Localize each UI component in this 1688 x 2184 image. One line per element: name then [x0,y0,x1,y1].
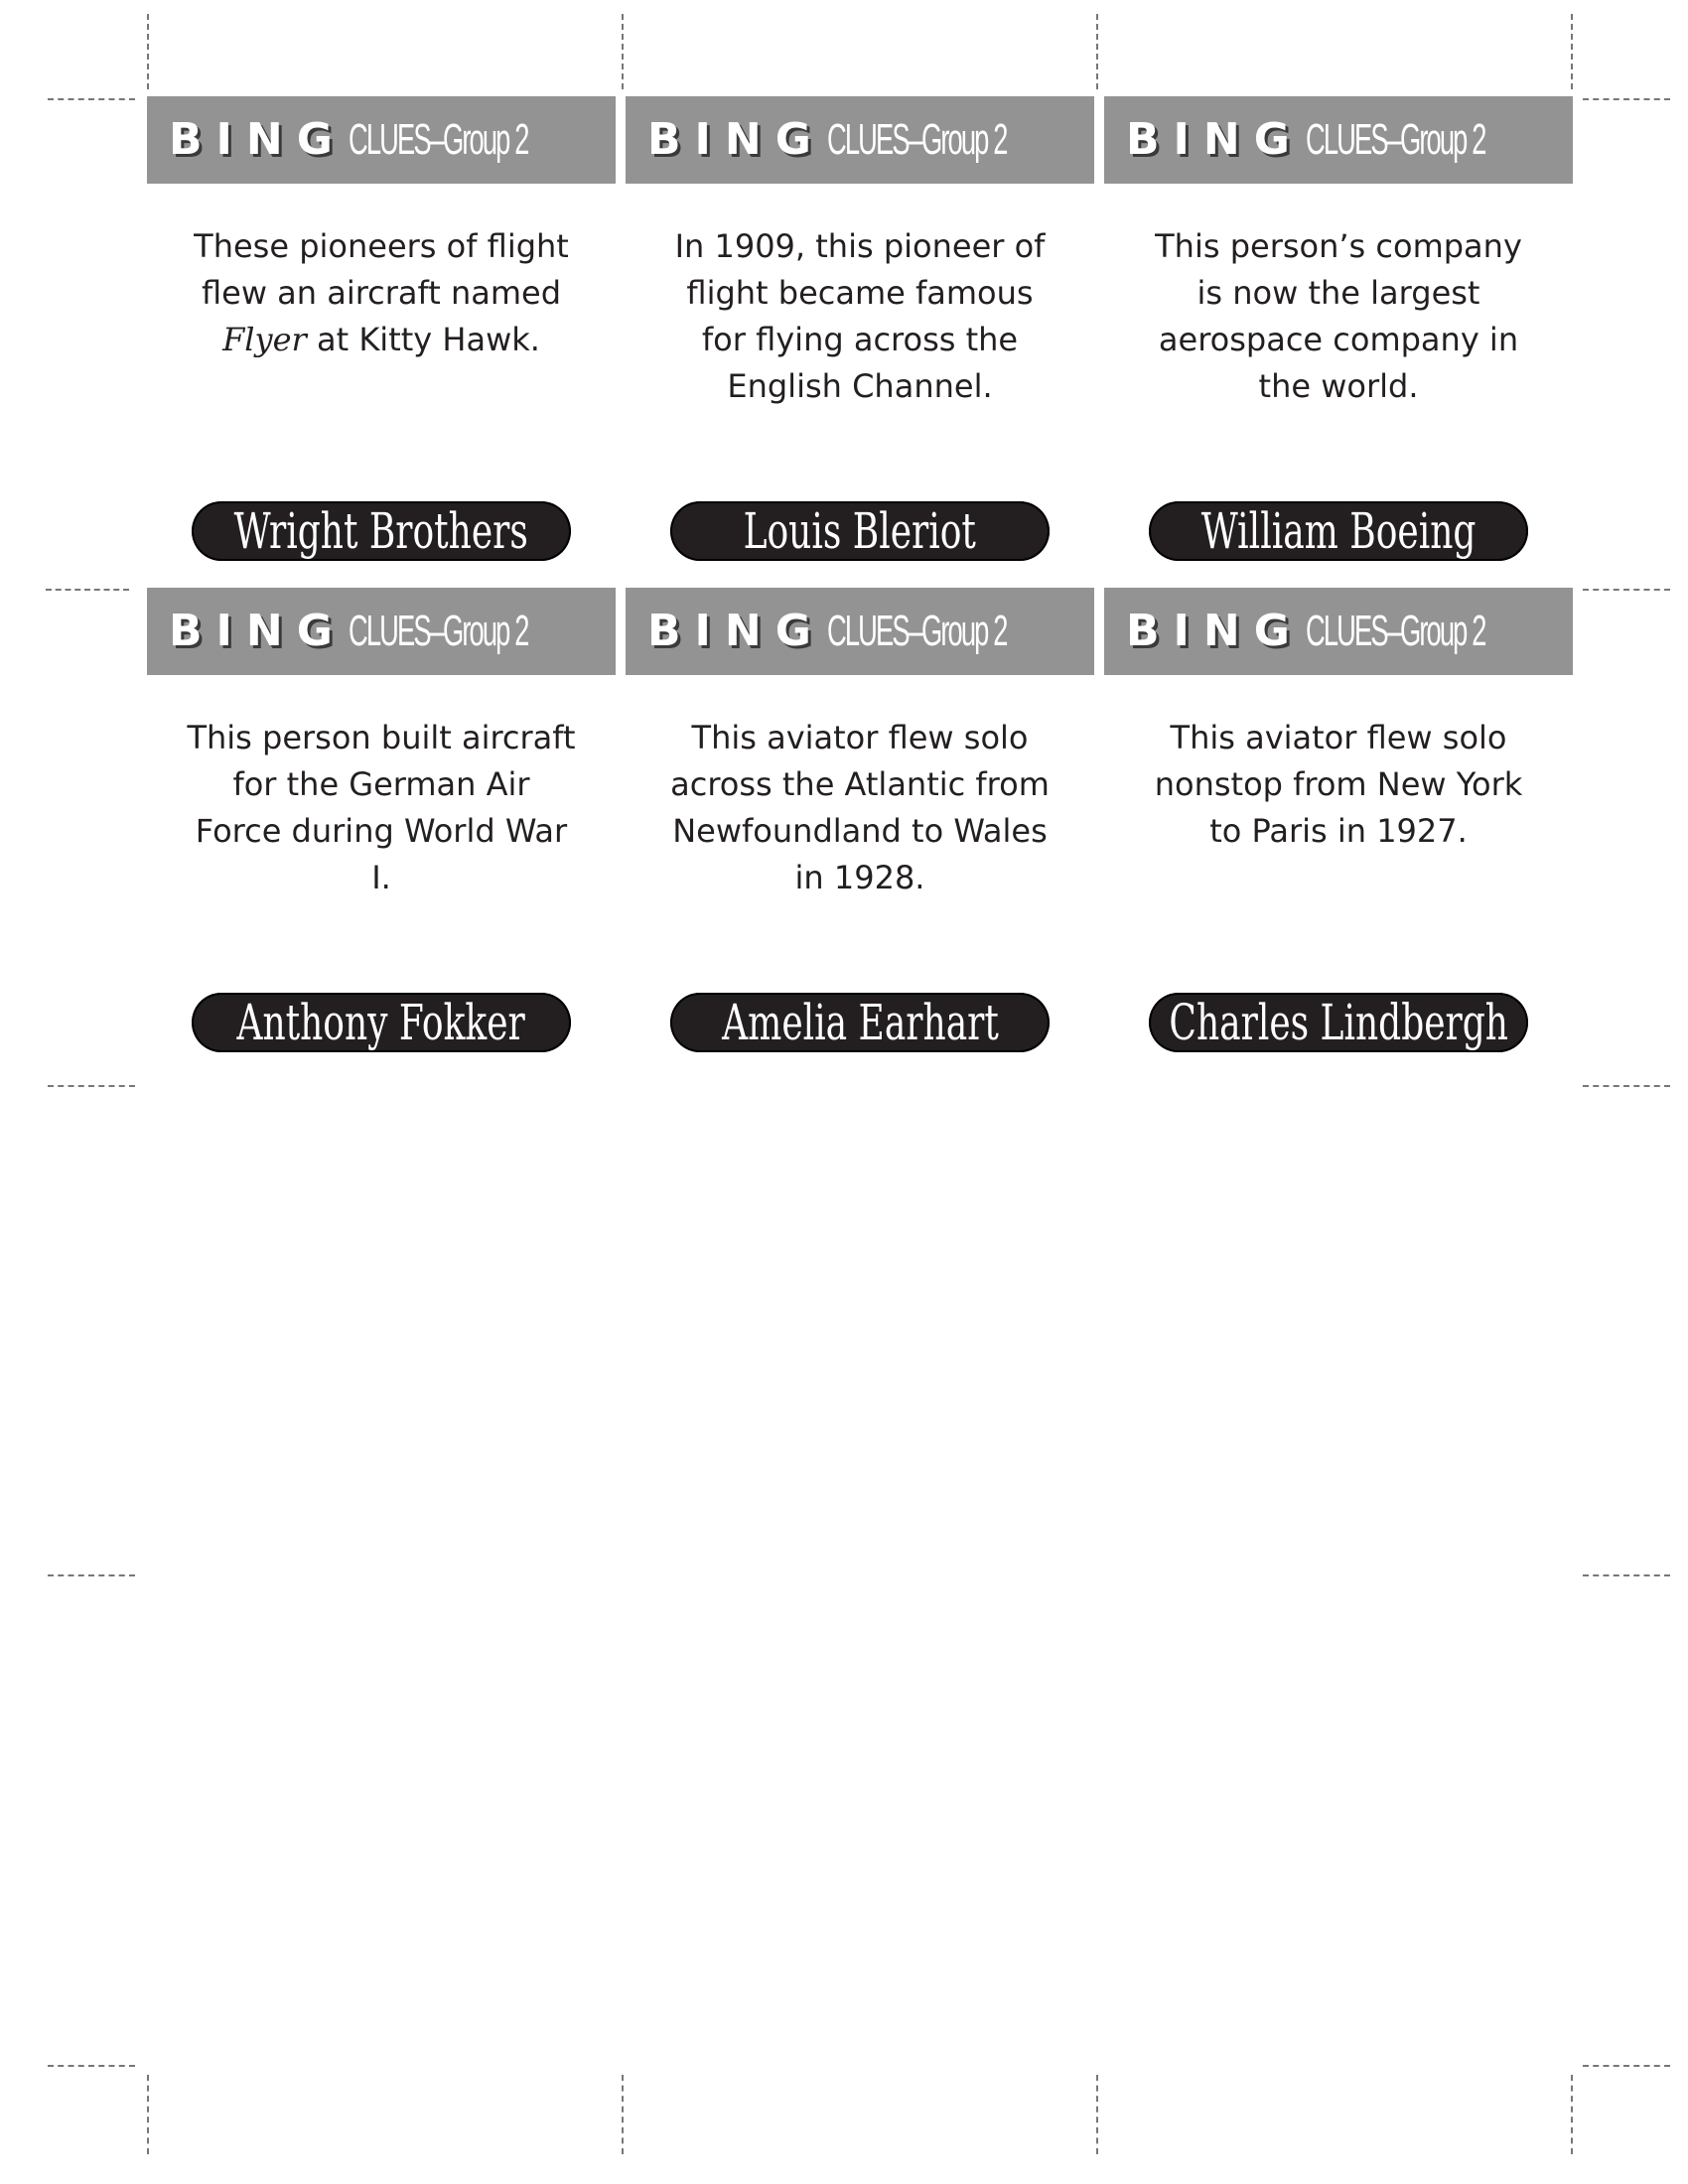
crop-mark [1583,1085,1670,1087]
crop-mark [46,589,129,591]
clue-card [1104,96,1573,573]
clue-text: This person built aircraft for the German Air Force during World War I. [187,719,576,896]
bingo-letter: N [245,606,283,656]
card-header [147,96,616,184]
bingo-letter: G [296,606,333,656]
card-header [1104,96,1573,184]
answer-text: Charles Lindbergh [1169,994,1508,1051]
bingo-letter: B [647,606,681,656]
crop-mark [622,14,624,89]
crop-mark [1583,2065,1670,2067]
clue-text: These pioneers of flight flew an aircraft named Flyer at Kitty Hawk. [194,227,569,358]
crop-mark [48,1574,135,1576]
crop-mark [1583,1574,1670,1576]
crop-mark [1096,14,1098,89]
answer-pill [1149,993,1528,1052]
clue-card [626,588,1094,1064]
crop-mark [48,98,135,100]
crop-mark [48,1085,135,1087]
answer-pill [1149,501,1528,561]
bingo-letter: B [1126,606,1160,656]
clue-card [147,96,616,573]
card-header [147,588,616,675]
clue-card [626,96,1094,573]
crop-mark [1096,2075,1098,2154]
answer-pill [670,993,1050,1052]
crop-mark [1583,589,1670,591]
bingo-letter: N [1202,114,1240,165]
header-title: CLUES–Group 2 [348,115,528,164]
crop-mark [147,14,149,89]
crop-mark [622,2075,624,2154]
bingo-letter: G [774,606,811,656]
header-title: CLUES–Group 2 [1305,115,1485,164]
answer-text: Wright Brothers [233,502,529,560]
bingo-letter: N [1202,606,1240,656]
clue-text: This person’s company is now the largest aerospace company in the world. [1155,227,1522,405]
crop-mark [147,2075,149,2154]
bingo-letter: G [1253,114,1290,165]
bingo-letter: G [296,114,333,165]
header-title: CLUES–Group 2 [348,607,528,655]
clue-text: This aviator flew solo nonstop from New York to Paris in 1927. [1154,719,1523,850]
bingo-letter: B [169,606,203,656]
crop-mark [48,2065,135,2067]
bingo-letter: I [215,114,232,165]
clue-card [1104,588,1573,1064]
bingo-letter: N [245,114,283,165]
bingo-letter: B [647,114,681,165]
bingo-letter: G [774,114,811,165]
bingo-letter: B [169,114,203,165]
clue-card [147,588,616,1064]
clue-text: In 1909, this pioneer of flight became famous for flying across the English Channel. [674,227,1046,405]
bingo-letter: I [694,114,711,165]
bingo-letter: I [1173,606,1190,656]
bingo-letter: I [694,606,711,656]
answer-text: Anthony Fokker [236,994,526,1051]
answer-text: Amelia Earhart [721,994,999,1051]
bingo-letter: G [1253,606,1290,656]
crop-mark [1571,14,1573,89]
bingo-letter: I [1173,114,1190,165]
answer-text: William Boeing [1200,502,1477,560]
clue-text: This aviator flew solo across the Atlantic from Newfoundland to Wales in 1928. [670,719,1050,896]
answer-pill [670,501,1050,561]
bingo-letter: I [215,606,232,656]
bingo-letter: N [724,114,762,165]
answer-text: Louis Bleriot [743,502,977,560]
answer-pill [192,501,571,561]
card-header [626,588,1094,675]
answer-pill [192,993,571,1052]
header-title: CLUES–Group 2 [1305,607,1485,655]
card-header [1104,588,1573,675]
header-title: CLUES–Group 2 [826,607,1007,655]
card-header [626,96,1094,184]
crop-mark [1583,98,1670,100]
bingo-letter: N [724,606,762,656]
bingo-letter: B [1126,114,1160,165]
crop-mark [1571,2075,1573,2154]
header-title: CLUES–Group 2 [826,115,1007,164]
